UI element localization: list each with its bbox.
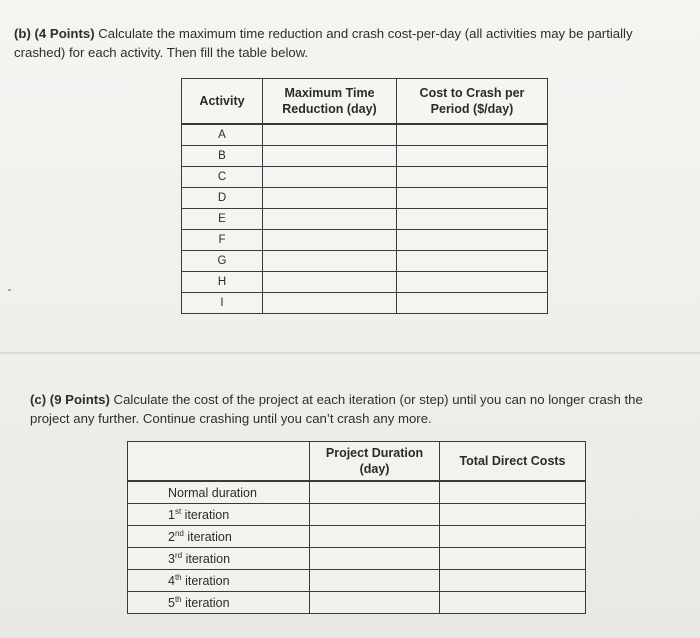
question-c-line2: project any further. Continue crashing until you can’t crash any more. [30, 411, 432, 426]
cost-cell[interactable] [397, 167, 548, 188]
question-b-line2: crashed) for each activity. Then fill the table below. [14, 45, 309, 60]
max-time-cell[interactable] [263, 146, 397, 167]
max-time-cell[interactable] [263, 167, 397, 188]
table-row [182, 124, 548, 146]
question-b-text [14, 24, 694, 62]
max-time-cell[interactable] [263, 251, 397, 272]
direct-cost-cell[interactable] [440, 526, 586, 548]
max-time-cell[interactable] [263, 124, 397, 146]
cost-cell[interactable] [397, 293, 548, 314]
iteration-cost-table [127, 441, 586, 614]
crash-cost-table [181, 78, 548, 314]
header-cost-to-crash: Cost to Crash per Period ($/day) [397, 79, 548, 125]
cost-cell[interactable] [397, 230, 548, 251]
question-c-line1: Calculate the cost of the project at each iteration (or step) until you can no longer crash the [113, 392, 643, 407]
table-row [182, 251, 548, 272]
activity-cell: H [182, 272, 263, 293]
direct-cost-cell[interactable] [440, 504, 586, 526]
duration-cell[interactable] [310, 570, 440, 592]
duration-cell[interactable] [310, 592, 440, 614]
table-header-row [182, 79, 548, 125]
cost-cell[interactable] [397, 251, 548, 272]
table-row [182, 209, 548, 230]
activity-cell: E [182, 209, 263, 230]
table-row [128, 526, 586, 548]
duration-cell[interactable] [310, 526, 440, 548]
table-row [128, 592, 586, 614]
header-max-time-reduction: Maximum Time Reduction (day) [263, 79, 397, 125]
table-row [128, 570, 586, 592]
duration-cell[interactable] [310, 481, 440, 504]
table-row [182, 167, 548, 188]
activity-cell: B [182, 146, 263, 167]
activity-cell: A [182, 124, 263, 146]
activity-cell: F [182, 230, 263, 251]
row-label-iteration-2: 2nd iteration [128, 526, 310, 548]
question-b-line1: Calculate the maximum time reduction and crash cost-per-day (all activities may be partially [98, 26, 633, 41]
section-divider [0, 352, 700, 354]
max-time-cell[interactable] [263, 272, 397, 293]
table-row [182, 146, 548, 167]
direct-cost-cell[interactable] [440, 592, 586, 614]
duration-cell[interactable] [310, 504, 440, 526]
table-row [128, 481, 586, 504]
activity-cell: D [182, 188, 263, 209]
direct-cost-cell[interactable] [440, 570, 586, 592]
activity-cell: G [182, 251, 263, 272]
activity-cell: C [182, 167, 263, 188]
cost-cell[interactable] [397, 146, 548, 167]
activity-cell: I [182, 293, 263, 314]
row-label-iteration-1: 1st iteration [128, 504, 310, 526]
header-blank [128, 442, 310, 482]
row-label-iteration-3: 3rd iteration [128, 548, 310, 570]
direct-cost-cell[interactable] [440, 481, 586, 504]
header-activity: Activity [182, 79, 263, 125]
header-project-duration: Project Duration (day) [310, 442, 440, 482]
row-label-normal-duration: Normal duration [128, 481, 310, 504]
row-label-iteration-5: 5th iteration [128, 592, 310, 614]
question-c-text [30, 390, 690, 428]
table-header-row [128, 442, 586, 482]
cost-cell[interactable] [397, 188, 548, 209]
table-row [182, 188, 548, 209]
question-b-label: (b) [14, 26, 31, 41]
table-row [182, 293, 548, 314]
max-time-cell[interactable] [263, 293, 397, 314]
duration-cell[interactable] [310, 548, 440, 570]
max-time-cell[interactable] [263, 209, 397, 230]
cost-cell[interactable] [397, 209, 548, 230]
question-c-label: (c) [30, 392, 47, 407]
header-total-direct-costs: Total Direct Costs [440, 442, 586, 482]
cost-cell[interactable] [397, 272, 548, 293]
table-row [128, 504, 586, 526]
max-time-cell[interactable] [263, 188, 397, 209]
cost-cell[interactable] [397, 124, 548, 146]
question-b-points: (4 Points) [34, 26, 95, 41]
max-time-cell[interactable] [263, 230, 397, 251]
direct-cost-cell[interactable] [440, 548, 586, 570]
table-row [128, 548, 586, 570]
table-row [182, 272, 548, 293]
question-c-points: (9 Points) [49, 392, 110, 407]
row-label-iteration-4: 4th iteration [128, 570, 310, 592]
table-row [182, 230, 548, 251]
paper-speck [8, 289, 11, 291]
